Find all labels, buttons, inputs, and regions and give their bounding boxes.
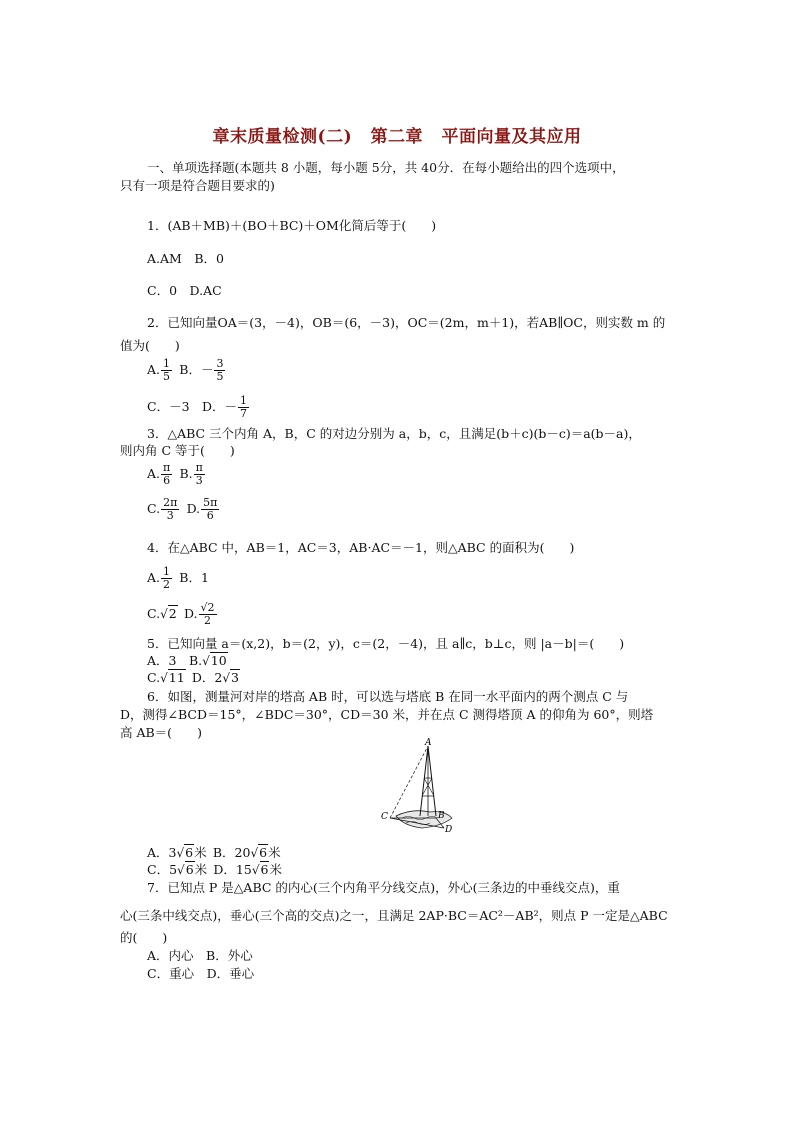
q2-frac-a [161,358,172,383]
q2-opt-a: A. [147,362,161,377]
q4-opt-b: B．1 [179,570,209,585]
q7-stem-3: 的( ) [120,930,168,945]
q5-options-cd: C.√11 D．2√3 [147,670,239,685]
q5-sqrt-c: 11 [168,670,185,685]
q5-sqrt-b: 10 [210,653,227,668]
q3-frac-c-den: 3 [166,509,174,522]
q2-frac-b-den: 5 [216,370,224,383]
q3-stem: 3．△ABC 三个内角 A，B，C 的对边分别为 a，b，c，且满足(b＋c)(b－c)＝a(b－a)， [147,426,641,441]
q2-stem: 2．已知向量OA＝(3，－4)，OB＝(6，－3)，OC＝(2m，m＋1)，若AB∥OC，则实数 m 的 [147,315,666,330]
q4-options-cd: C.√2 D. $\frac{√2}{2}$ [147,601,215,627]
q6-sqrt-c: 6 [185,862,194,877]
q4-frac-d [199,602,217,627]
title-part2: 第二章 [370,127,424,147]
tower-leg-left [420,746,428,816]
q2-frac-b-num: 3 [216,357,224,370]
q4-opt-c: C. [147,606,161,621]
q3-stem-2: 则内角 C 等于( ) [120,443,235,458]
q6-unit-c: 米 [194,862,208,877]
q2-frac-a-den: 5 [163,370,171,383]
q6-opt-a: A．3 [147,845,177,860]
q4-options-ab [147,566,209,591]
q4-stem: 4．在△ABC 中，AB＝1，AC＝3，AB·AC＝－1，则△ABC 的面积为( ) [147,540,575,555]
q4-frac-a-num: 1 [163,565,171,578]
q2-frac-d-num: 1 [240,394,248,407]
q3-options-cd [147,497,220,522]
q4-frac-a-den: 2 [163,578,171,591]
q7-options-1: A．内心 B．外心 [147,948,253,963]
q6-unit-d: 米 [269,862,282,877]
q3-frac-a [161,462,172,487]
label-a: A [425,738,432,748]
q6-sqrt-b: 6 [259,845,268,860]
q1-options-1: A.AM B．0 [147,251,224,266]
q6-stem-3: 高 AB＝( ) [120,725,202,740]
q6-options-ab: A．3√6米 B．20√6米 [147,845,281,860]
q6-unit-b: 米 [268,845,281,860]
q2-opt-b: B．－ [179,362,214,377]
q3-opt-d: D. [186,501,201,516]
q3-opt-b: B. [179,466,193,481]
section-instructions-2: 只有一项是符合题目要求的) [120,178,275,193]
q2-stem-2: 值为( ) [120,338,180,353]
q3-frac-c [161,497,179,522]
label-b: B [438,811,445,821]
q7-stem-2: 心(三条中线交点)，垂心(三个高的交点)之一，且满足 2AP·BC＝AC²－AB²，则点 P 一定是△ABC [120,908,668,923]
page-title [0,122,794,147]
q6-sqrt-d: 6 [260,862,269,877]
q3-frac-d-num: 5π [203,496,218,509]
q6-stem-2: D，测得∠BCD＝15°，∠BDC＝30°，CD＝30 米，并在点 C 测得塔顶 A 的仰角为 60°，则塔 [120,707,654,722]
tower-figure [372,738,472,838]
q5-options-ab: A．3 B.√10 [147,653,227,668]
q3-frac-b-den: 3 [195,474,203,487]
q2-frac-b [214,358,225,383]
q4-frac-d-den: 2 [204,614,212,627]
q3-frac-b [194,462,205,487]
tower-leg-right [428,746,436,816]
q3-opt-c: C. [147,501,161,516]
q7-stem: 7．已知点 P 是△ABC 的内心(三个内角平分线交点)，外心(三条边的中垂线交点)，重 [147,880,620,895]
section-instructions: 一、单项选择题(本题共 8 小题，每小题 5分，共 40分．在每小题给出的四个选项中， [147,160,625,175]
q4-frac-a [161,566,172,591]
q5-opt-c: C. [147,670,161,685]
sight-line-ca [390,746,428,818]
q2-frac-d [238,395,249,420]
q7-options-2: C．重心 D．垂心 [147,966,255,981]
q5-opt-d: D．2 [191,670,223,685]
q3-frac-d [201,497,219,522]
q6-opt-b: B．20 [212,845,251,860]
q3-options-ab [147,462,206,487]
q5-sqrt-d: 3 [231,670,239,685]
label-d: D [445,825,453,835]
q6-unit-a: 米 [194,845,207,860]
title-part3: 平面向量及其应用 [441,127,582,147]
q3-frac-c-num: 2π [163,496,178,509]
q4-sqrt-c: 2 [168,606,177,621]
q3-frac-a-num: π [163,461,171,474]
q6-stem: 6．如图，测量河对岸的塔高 AB 时，可以选与塔底 B 在同一水平面内的两个测点 C 与 [147,689,629,704]
q3-frac-d-den: 6 [206,509,214,522]
q5-stem: 5．已知向量 a＝(x,2)，b＝(2，y)，c＝(2，－4)，且 a∥c，b⊥c，则 |a－b|＝( ) [147,636,625,651]
q6-opt-d: D．15 [213,862,252,877]
q4-frac-d-num: √2 [200,601,215,614]
q2-opt-cd: C．－3 D．－ [147,399,238,414]
q2-frac-d-den: 7 [240,407,248,420]
q6-options-cd: C．5√6米 D．15√6米 [147,862,282,877]
q2-frac-a-num: 1 [163,357,171,370]
q6-sqrt-a: 6 [185,845,194,860]
q3-frac-b-num: π [195,461,203,474]
q2-options-cd [147,395,250,420]
q2-options-ab [147,358,226,383]
q4-opt-a: A. [147,570,161,585]
q3-frac-a-den: 6 [163,474,171,487]
q3-opt-a: A. [147,466,161,481]
q6-opt-c: C．5 [147,862,178,877]
label-c: C [381,812,388,822]
q1-stem: 1．(AB＋MB)＋(BO＋BC)＋OM化简后等于( ) [147,218,437,233]
title-part1: 章末质量检测(二) [212,127,353,147]
q5-opt-ab: A．3 B. [147,653,203,668]
q4-opt-d: D. [183,606,198,621]
q1-options-2: C．0 D.AC [147,283,222,298]
